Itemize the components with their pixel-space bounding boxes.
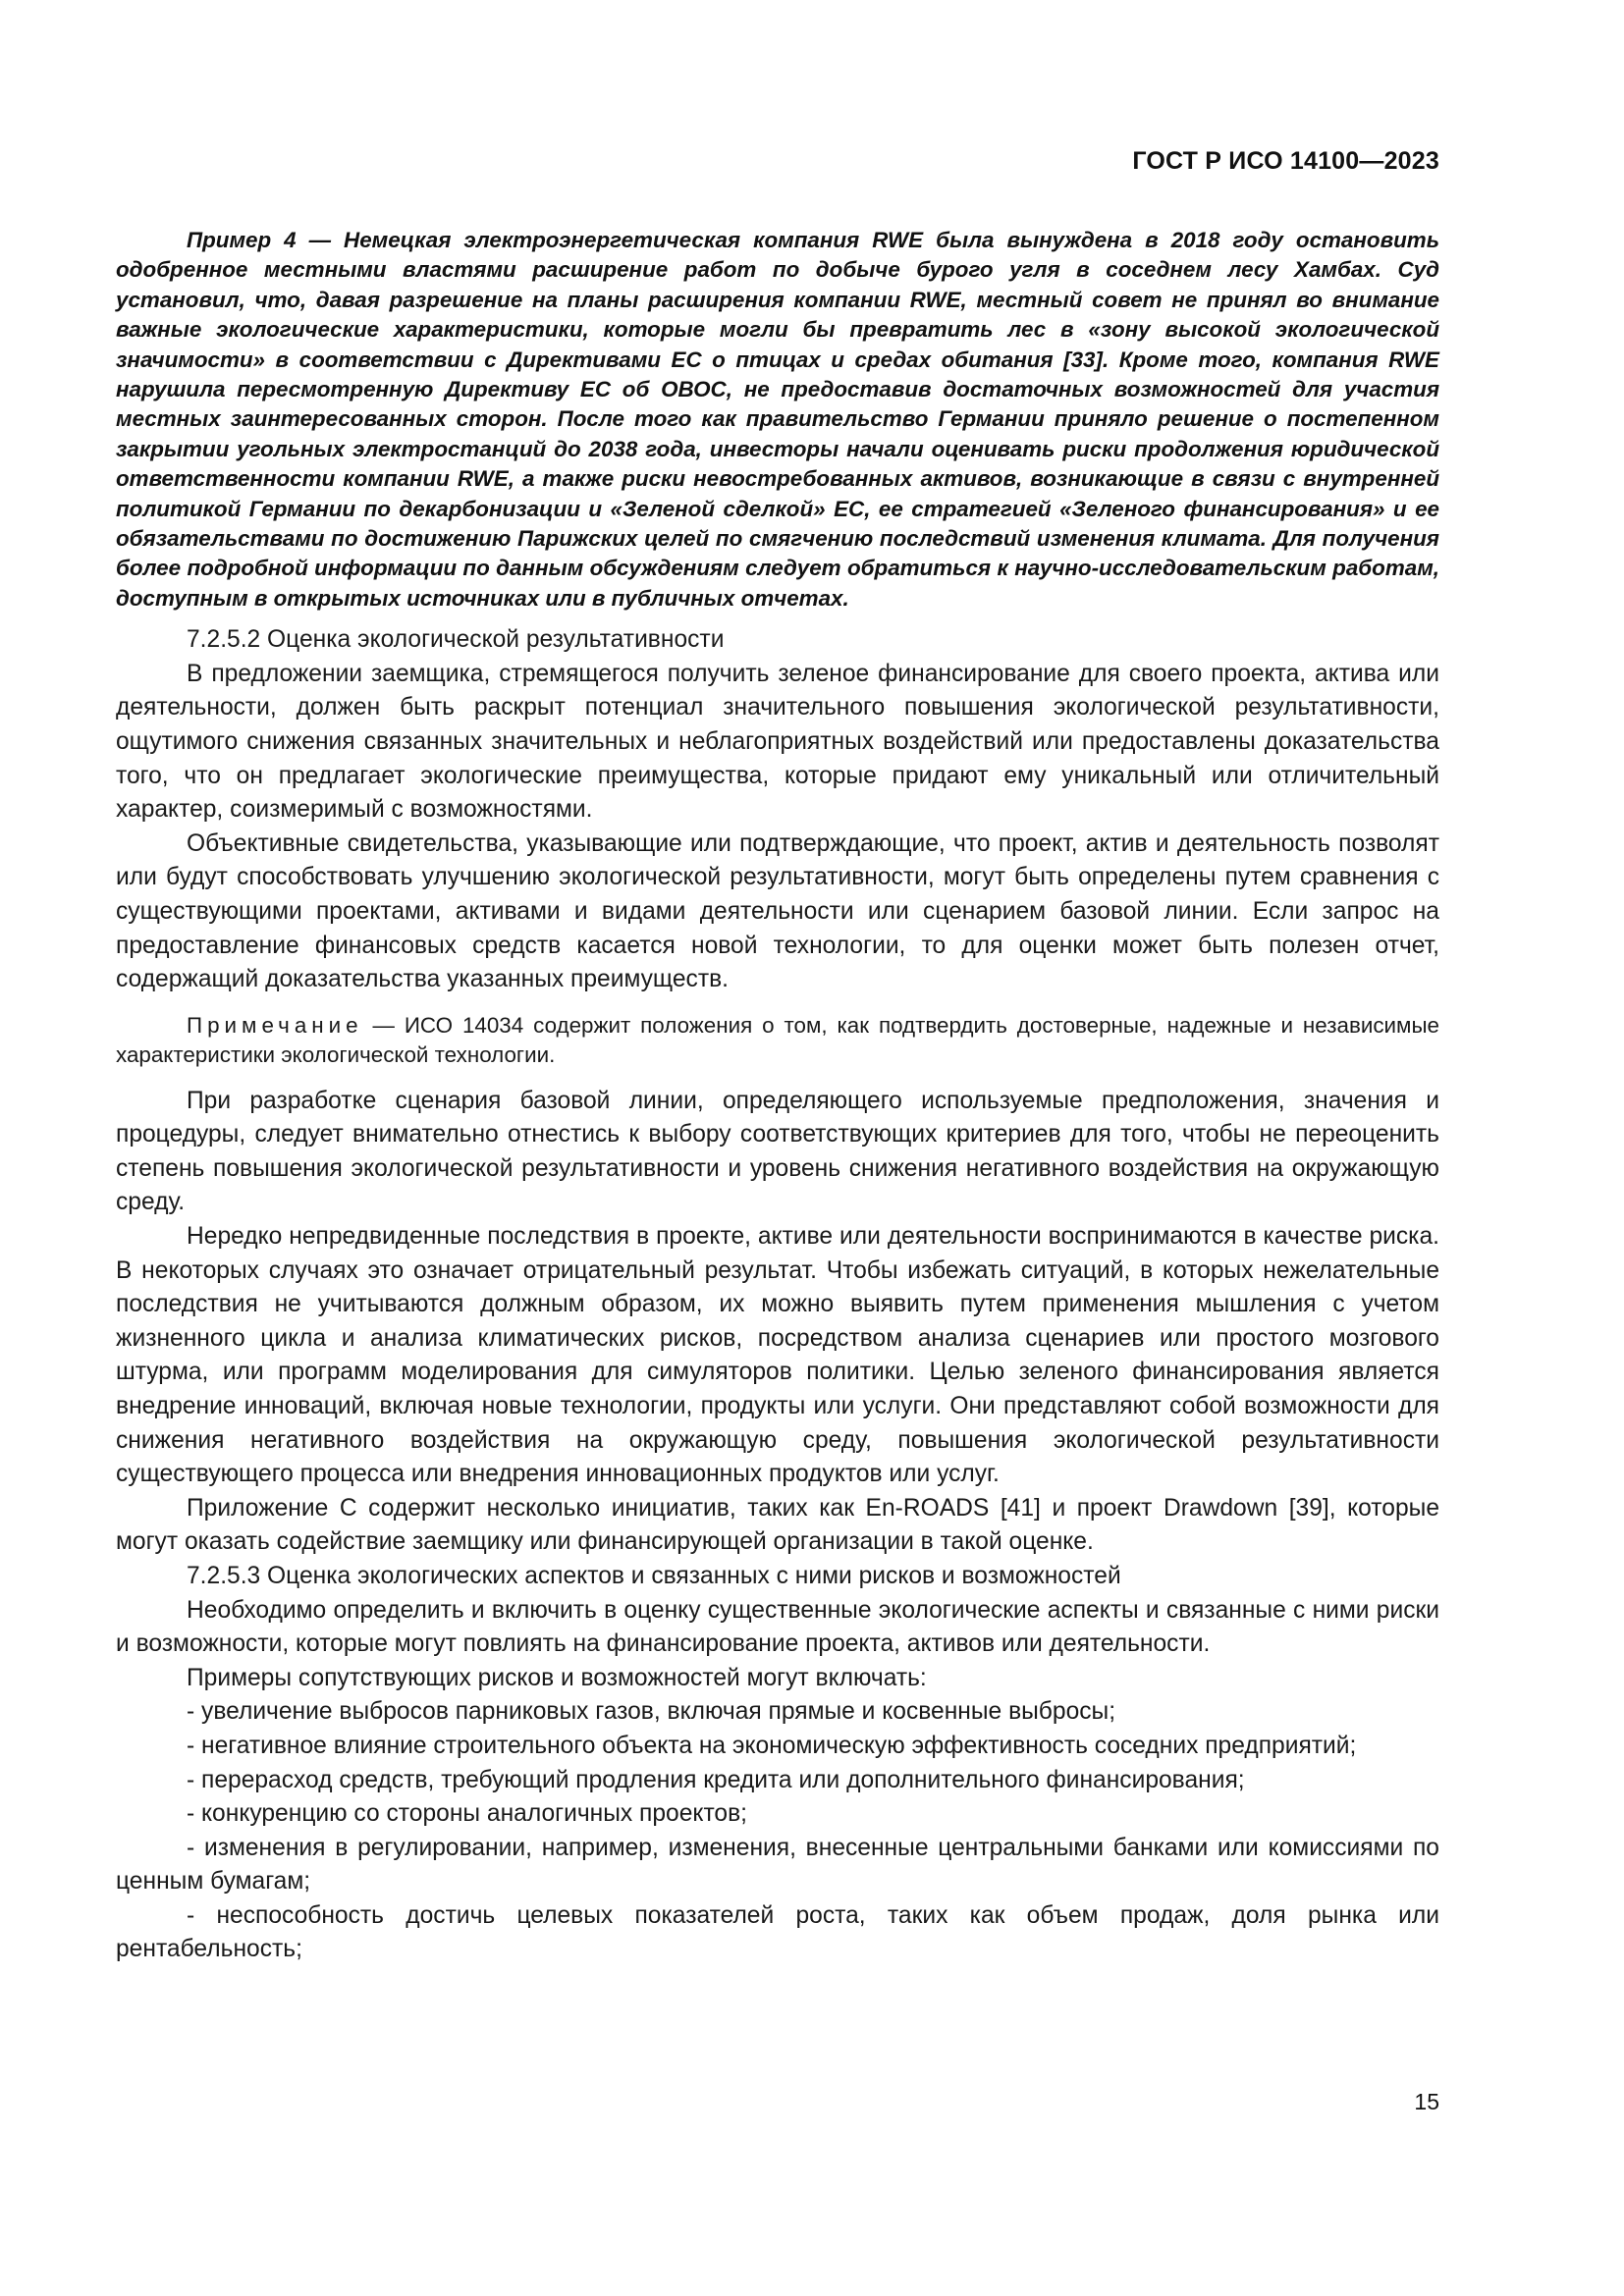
example-4-text: Пример 4 — Немецкая электроэнергетическая компания RWE была вынуждена в 2018 году остановить одобренное местными властями расширение работ по добыче бурого угля в соседнем лесу Хамбах. Суд установил, что, давая разрешение на планы расширения компании RWE, местный совет не принял во внимание важные экологические характеристики, которые могли бы превратить лес в «зону высокой экологической значимости» в соответствии с Директивами ЕС о птицах и средах обитания [33]. Кроме того, компания RWE нарушила пересмотренную Директиву ЕС об ОВОС, не предоставив достаточных возможностей для участия местных заинтересованных сторон. После того как правительство Германии приняло решение о постепенном закрытии угольных электростанций до 2038 года, инвесторы начали оценивать риски продолжения юридической ответственности компании RWE, а также риски невостребованных активов, возникающие в связи с внутренней политикой Германии по декарбонизации и «Зеленой сделкой» ЕС, ее стратегией «Зеленого финансирования» и ее обязательствами по достижению Парижских целей по смягчению последствий изменения климата. Для получения более подробной информации по данным обсуждениям следует обратиться к научно-исследовательским работам, доступным в открытых источниках или в публичных отчетах. — [116, 228, 1439, 611]
list-item: - негативное влияние строительного объекта на экономическую эффективность соседних предприятий; — [187, 1732, 1357, 1759]
paragraph: Объективные свидетельства, указывающие или подтверждающие, что проект, актив и деятельность позволят или будут способствовать улучшению экологической результативности, могут быть определены путем сравнения с существующими проектами, активами и видами деятельности или сценарием базовой линии. Если запрос на предоставление финансовых средств касается новой технологии, то для оценки может быть полезен отчет, содержащий доказательства указанных преимуществ. — [116, 829, 1439, 993]
paragraph: Необходимо определить и включить в оценку существенные экологические аспекты и связанные с ними риски и возможности, которые могут повлиять на финансирование проекта, активов или деятельности. — [116, 1596, 1439, 1658]
list-item: - перерасход средств, требующий продления кредита или дополнительного финансирования; — [187, 1766, 1245, 1793]
list-intro: Примеры сопутствующих рисков и возможностей могут включать: — [187, 1664, 927, 1691]
note — [116, 1011, 1439, 1071]
paragraph: Приложение С содержит несколько инициатив, таких как En-ROADS [41] и проект Drawdown [39], которые могут оказать содействие заемщику или финансирующей организации в такой оценке. — [116, 1494, 1439, 1556]
note-label: Примечание — [187, 1012, 363, 1038]
list-item: - конкуренцию со стороны аналогичных проектов; — [187, 1800, 748, 1828]
risk-list — [116, 1695, 1439, 1967]
list-item: - изменения в регулировании, например, изменения, внесенные центральными банками или комиссиями по ценным бумагам; — [116, 1834, 1439, 1896]
document-code: ГОСТ Р ИСО 14100—2023 — [1132, 147, 1439, 175]
list-item: - увеличение выбросов парниковых газов, включая прямые и косвенные выбросы; — [187, 1698, 1116, 1726]
section-7-2-5-2-heading: 7.2.5.2 Оценка экологической результативности — [187, 626, 725, 654]
paragraph: Нередко непредвиденные последствия в проекте, активе или деятельности воспринимаются в качестве риска. В некоторых случаях это означает отрицательный результат. Чтобы избежать ситуаций, в которых нежелательные последствия не учитываются должным образом, их можно выявить путем применения мышления с учетом жизненного цикла и анализа климатических рисков, посредством анализа сценариев или простого мозгового штурма, или программ моделирования для симуляторов политики. Целью зеленого финансирования является внедрение инноваций, включая новые технологии, продукты или услуги. Они представляют собой возможности для снижения негативного воздействия на окружающую среду, повышения экологической результативности существующего процесса или внедрения инновационных продуктов или услуг. — [116, 1223, 1439, 1488]
page-content — [116, 226, 1439, 1967]
paragraph: В предложении заемщика, стремящегося получить зеленое финансирование для своего проекта, актива или деятельности, должен быть раскрыт потенциал значительного повышения экологической результативности, ощутимого снижения связанных значительных и неблагоприятных воздействий или предоставлены доказательства того, что он предлагает экологические преимущества, которые придают ему уникальный или отличительный характер, соизмеримый с возможностями. — [116, 660, 1439, 824]
list-item: - неспособность достичь целевых показателей роста, таких как объем продаж, доля рынка или рентабельность; — [116, 1901, 1439, 1963]
note-text: — ИСО 14034 содержит положения о том, как подтвердить достоверные, надежные и независимые характеристики экологической технологии. — [116, 1012, 1439, 1068]
paragraph: При разработке сценария базовой линии, определяющего используемые предположения, значения и процедуры, следует внимательно отнестись к выбору соответствующих критериев для того, чтобы не переоценить степень повышения экологической результативности и уровень снижения негативного воздействия на окружающую среду. — [116, 1087, 1439, 1216]
section-7-2-5-3-heading: 7.2.5.3 Оценка экологических аспектов и связанных с ними рисков и возможностей — [187, 1562, 1121, 1589]
page-number: 15 — [1414, 2089, 1439, 2114]
